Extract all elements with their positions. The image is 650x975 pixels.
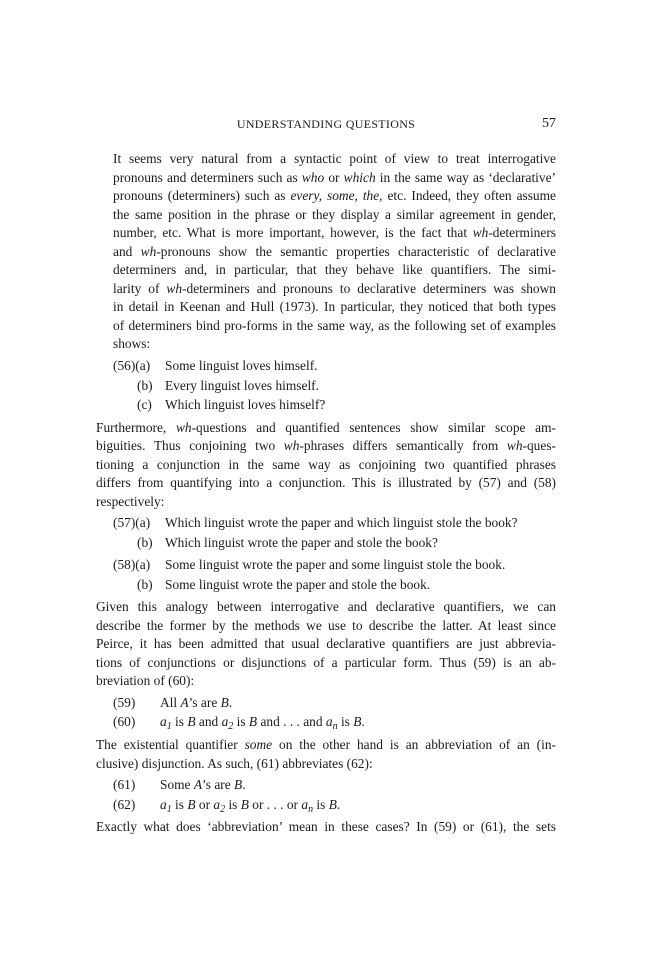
formula-block-59-60 [96, 694, 556, 733]
example-row [96, 556, 556, 576]
emph-wh: wh [140, 243, 157, 259]
text-line: tioning a conjunction in the same way as conjoining two quantified phrases [96, 456, 556, 472]
running-title: UNDERSTANDING QUESTIONS [236, 117, 416, 131]
paragraph-1 [96, 150, 556, 354]
formula-label: (59) [113, 694, 136, 710]
example-row [96, 514, 556, 534]
example-label: (58)(a) [113, 557, 151, 573]
text-line: determiners and, in particular, that they behave like quantifiers. The simi- [113, 262, 556, 278]
example-text: Some linguist loves himself. [165, 358, 318, 374]
formula-row [96, 694, 556, 714]
text-line: pronouns and determiners such as who or which in the same way as ‘declarative’ [113, 169, 556, 185]
formula-row [96, 713, 556, 733]
example-row [96, 396, 556, 416]
formula-label: (62) [113, 796, 136, 812]
example-text: Some linguist wrote the paper and stole the book. [165, 576, 431, 592]
example-label: (b) [137, 377, 153, 393]
emph-some: some [244, 736, 273, 752]
formula-61: Some A’s are B. [160, 777, 246, 793]
formula-row [96, 776, 556, 796]
text-line: Exactly what does ‘abbreviation’ mean in these cases? In (59) or (61), the sets [96, 819, 556, 835]
paragraph-3 [96, 598, 556, 691]
example-label: (c) [137, 397, 152, 413]
emph-wh: wh [175, 419, 192, 435]
text-line: of determiners bind pro-forms in the same way, as the following set of examples [113, 317, 556, 333]
text-line: in detail in Keenan and Hull (1973). In particular, they noticed that both types [113, 299, 556, 315]
example-row [96, 377, 556, 397]
text-line: respectively: [96, 493, 165, 509]
text-line: Furthermore, wh-questions and quantified sentences show similar scope am- [96, 419, 556, 435]
formula-59: All A’s are B. [160, 694, 233, 710]
example-row [96, 357, 556, 377]
paragraph-2 [96, 419, 556, 512]
emph-which: which [343, 169, 376, 185]
emph-wh: wh [283, 438, 300, 454]
text-line: The existential quantifier some on the other hand is an abbreviation of an (in- [96, 736, 556, 752]
example-text: Some linguist wrote the paper and some linguist stole the book. [165, 557, 506, 573]
text-line: It seems very natural from a syntactic point of view to treat interrogative [113, 151, 556, 166]
text-line: Given this analogy between interrogative and declarative quantifiers, we can [96, 599, 556, 615]
emph-wh: wh [166, 280, 183, 296]
text-line: number, etc. What is more important, however, is the fact that wh-determiners [113, 225, 556, 241]
text-line: describe the former by the methods we use to describe the latter. At least since [96, 617, 556, 633]
text-line: tions of conjunctions or disjunctions of a particular form. Thus (59) is an ab- [96, 654, 556, 670]
paragraph-5 [96, 818, 556, 837]
formula-label: (60) [113, 714, 136, 730]
example-58 [96, 556, 556, 595]
page-number: 57 [542, 116, 556, 131]
example-row [96, 534, 556, 554]
running-head [96, 117, 556, 135]
example-label: (56)(a) [113, 358, 151, 374]
text-line: the same position in the phrase or they display a similar agreement in gender, [113, 206, 556, 222]
example-56 [96, 357, 556, 416]
emph-wh: wh [472, 225, 489, 241]
emph-wh: wh [506, 438, 523, 454]
text-line: pronouns (determiners) such as every, some, the, etc. Indeed, they often assume [113, 188, 556, 204]
example-57 [96, 514, 556, 553]
text-line: shows: [113, 336, 151, 352]
example-row [96, 576, 556, 596]
example-label: (b) [137, 534, 153, 550]
formula-62: $a_1$ is B or $a_2$ is B or . . . or $a_n$ is B. [160, 796, 341, 815]
formula-label: (61) [113, 777, 136, 793]
example-text: Which linguist wrote the paper and which linguist stole the book? [165, 515, 518, 531]
text-line: clusive) disjunction. As such, (61) abbreviates (62): [96, 755, 373, 771]
formula-60: $a_1$ is B and $a_2$ is B and . . . and $a_n$ is B. [160, 714, 365, 733]
body-text [96, 150, 556, 837]
example-text: Which linguist wrote the paper and stole the book? [165, 534, 438, 550]
text-line: differs from quantifying into a conjunction. This is illustrated by (57) and (58) [96, 475, 556, 491]
formula-row [96, 796, 556, 816]
paragraph-4 [96, 736, 556, 773]
text-line: Peirce, it has been admitted that usual declarative quantifiers are just abbrevia- [96, 636, 556, 652]
emph-every-some-the: every, some, the, [290, 188, 383, 204]
example-text: Which linguist loves himself? [165, 397, 326, 413]
emph-who: who [301, 169, 325, 185]
text-line: and wh-pronouns show the semantic properties characteristic of declarative [113, 243, 556, 259]
example-text: Every linguist loves himself. [165, 377, 319, 393]
example-label: (57)(a) [113, 515, 151, 531]
formula-block-61-62 [96, 776, 556, 815]
text-line: larity of wh-determiners and pronouns to declarative determiners was shown [113, 280, 556, 296]
example-label: (b) [137, 576, 153, 592]
text-line: breviation of (60): [96, 673, 195, 689]
text-line: biguities. Thus conjoining two wh-phrases differs semantically from wh-ques- [96, 438, 556, 454]
